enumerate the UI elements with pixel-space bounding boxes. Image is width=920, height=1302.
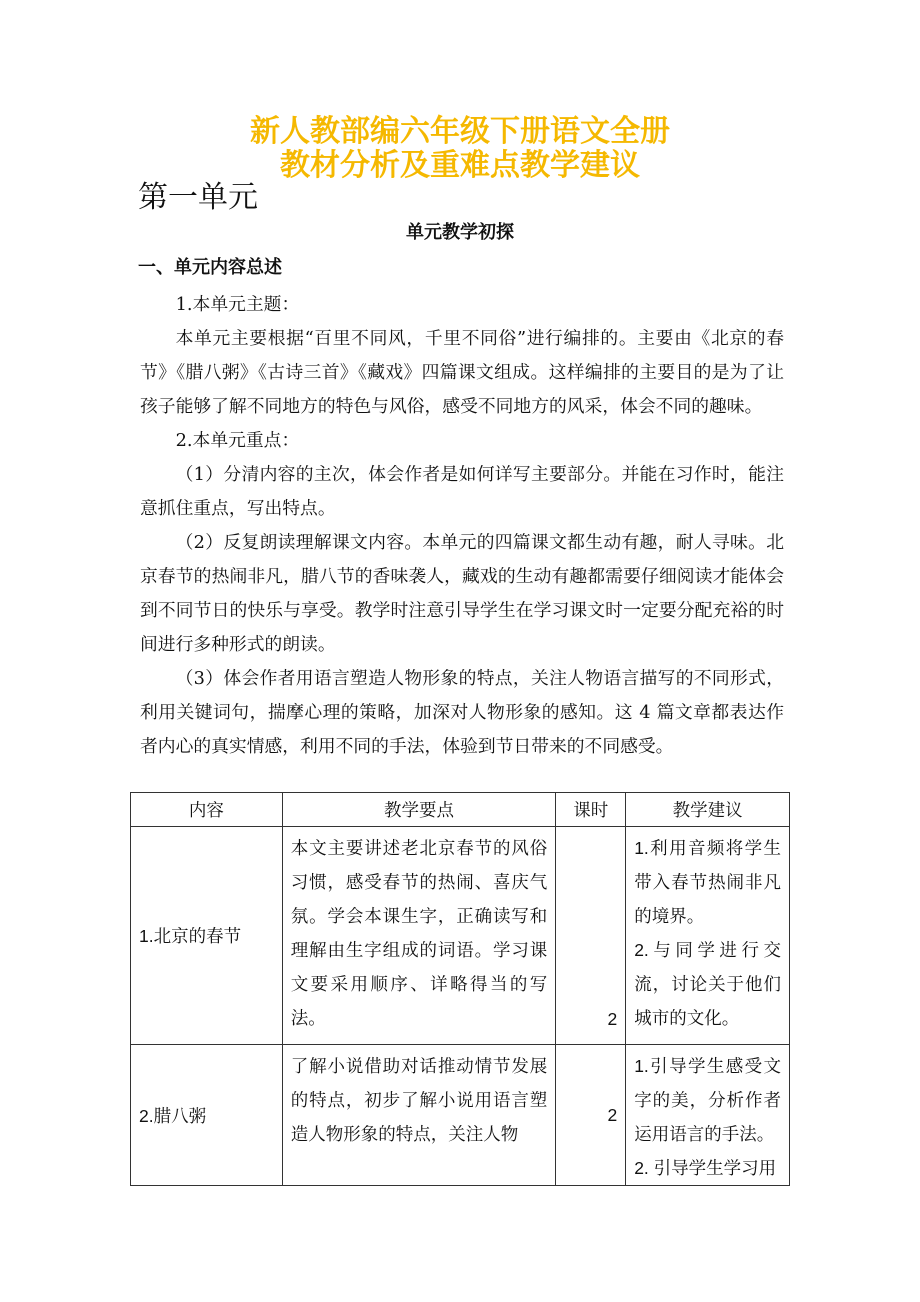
unit-heading: 第一单元: [138, 180, 258, 215]
cell-points: 了解小说借助对话推动情节发展的特点，初步了解小说用语言塑造人物形象的特点，关注人物: [282, 1045, 556, 1186]
cell-hours: 2: [556, 1045, 626, 1186]
paragraph-focus-label: 2.本单元重点：: [175, 430, 300, 451]
header-content: 内容: [131, 793, 283, 827]
cell-points: 本文主要讲述老北京春节的风俗习惯，感受春节的热闹、喜庆气氛。学会本课生字，正确读写和理解由生字组成的词语。学习课文要采用顺序、详略得当的写法。: [282, 827, 556, 1045]
header-hours: 课时: [556, 793, 626, 827]
section-heading: 一、单元内容总述: [138, 257, 282, 278]
paragraph-focus-1: （1）分清内容的主次，体会作者是如何详写主要部分。并能在习作时，能注意抓住重点，写出特点。: [140, 464, 784, 519]
suggestion: 1.利用音频将学生带入春节热闹非凡的境界。: [634, 838, 781, 926]
table-row: [131, 1045, 790, 1186]
suggestion: 2.与同学进行交流，讨论关于他们城市的文化。: [634, 940, 781, 1028]
cell-suggestions: [626, 827, 790, 1045]
paragraph-topic: 本单元主要根据“百里不同风，千里不同俗”进行编排的。主要由《北京的春节》《腊八粥》《古诗三首》《藏戏》四篇课文组成。这样编排的主要目的是为了让孩子能够了解不同地方的特色与风俗，感受不同地方的风采，体会不同的趣味。: [140, 328, 784, 417]
cell-suggestions: [626, 1045, 790, 1186]
suggestion: 1.引导学生感受文字的美，分析作者运用语言的手法。: [634, 1056, 781, 1144]
suggestion: 2. 引导学生学习用: [634, 1158, 777, 1178]
paragraph-focus-3: （3）体会作者用语言塑造人物形象的特点，关注人物语言描写的不同形式，利用关键词句，揣摩心理的策略，加深对人物形象的感知。这 4 篇文章都表达作者内心的真实情感，利用不同的手法，体验到节日带来的不同感受。: [140, 668, 784, 757]
cell-content: 1.北京的春节: [131, 827, 283, 1045]
cell-hours: 2: [556, 827, 626, 1045]
document-title-line1: 新人教部编六年级下册语文全册: [250, 114, 670, 149]
lesson-table: [130, 792, 790, 1186]
cell-content: 2.腊八粥: [131, 1045, 283, 1186]
table-header-row: [131, 793, 790, 827]
paragraph-focus-2: （2）反复朗读理解课文内容。本单元的四篇课文都生动有趣，耐人寻味。北京春节的热闹非凡，腊八节的香味袭人，藏戏的生动有趣都需要仔细阅读才能体会到不同节日的快乐与享受。教学时注意引导学生在学习课文时一定要分配充裕的时间进行多种形式的朗读。: [140, 532, 784, 655]
table-row: [131, 827, 790, 1045]
subtitle: 单元教学初探: [406, 222, 514, 243]
header-suggestions: 教学建议: [626, 793, 790, 827]
body-text: [140, 288, 784, 764]
document-title-line2: 教材分析及重难点教学建议: [280, 148, 640, 183]
header-points: 教学要点: [282, 793, 556, 827]
paragraph-topic-label: 1.本单元主题：: [175, 294, 300, 315]
